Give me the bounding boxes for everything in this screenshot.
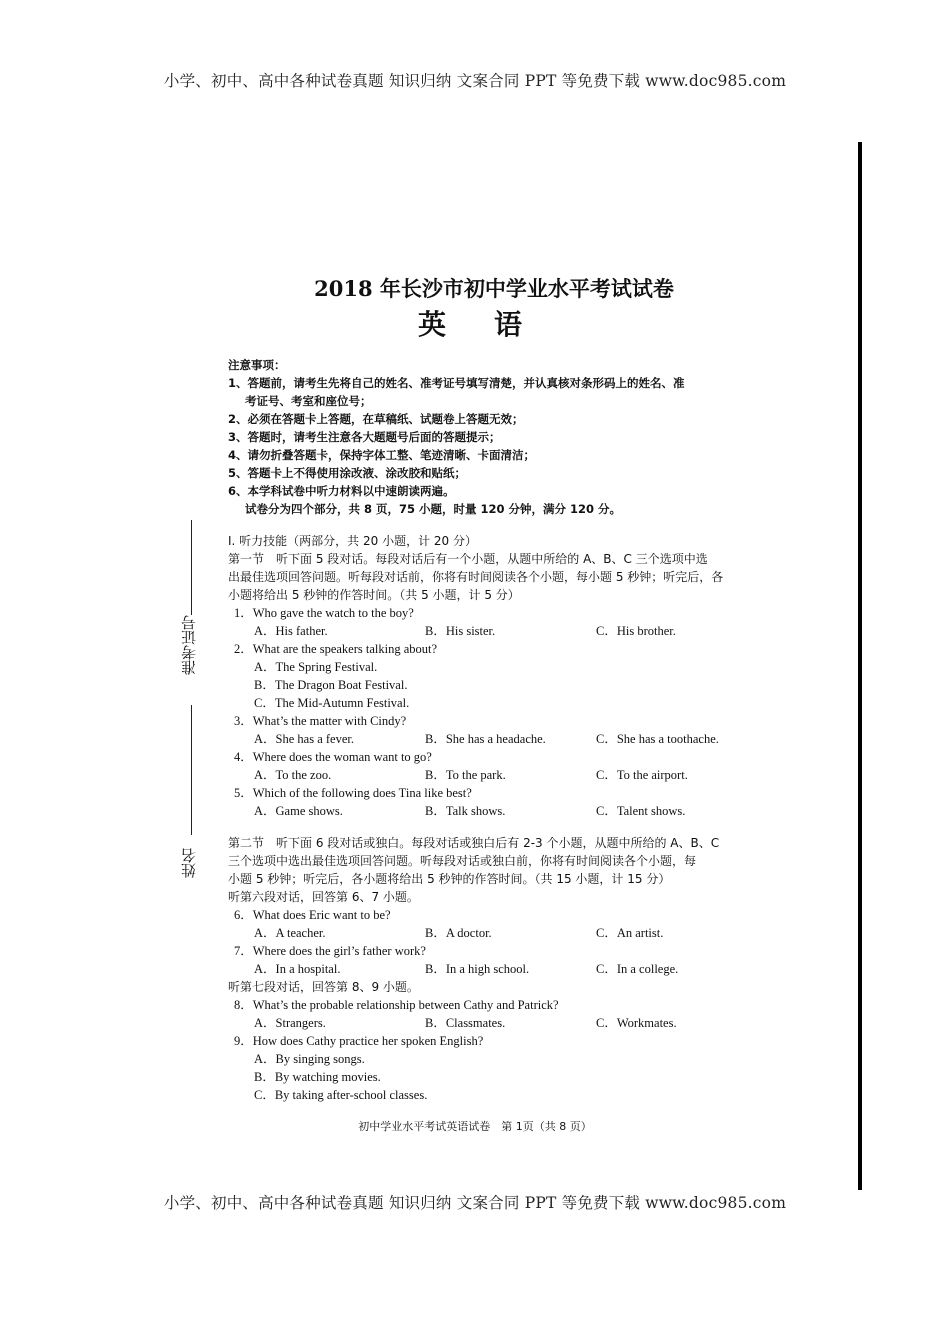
notice-item: 1、答题前，请考生先将自己的姓名、准考证号填写清楚，并认真核对条形码上的姓名、准 (228, 376, 685, 390)
options-row (228, 924, 753, 942)
option-b: B．In a high school. (425, 962, 530, 976)
top-banner: 小学、初中、高中各种试卷真题 知识归纳 文案合同 PPT 等免费下载 www.doc985.com (163, 72, 787, 90)
section2-instructions: 第二节 听下面 6 段对话或独白。每段对话或独白后有 2-3 个小题，从题中所给的 A、B、C (228, 836, 720, 850)
question-6: 6．What does Eric want to be? (234, 908, 391, 922)
subject-title: 英语 (417, 308, 570, 341)
option-c: C．By taking after-school classes. (254, 1088, 428, 1102)
question-8: 8．What’s the probable relationship between Cathy and Patrick? (234, 998, 559, 1012)
option-a: A．The Spring Festival. (254, 660, 378, 674)
bottom-banner: 小学、初中、高中各种试卷真题 知识归纳 文案合同 PPT 等免费下载 www.doc985.com (163, 1194, 787, 1212)
notice-item: 5、答题卡上不得使用涂改液、涂改胶和贴纸； (228, 466, 466, 480)
notice-item: 6、本学科试卷中听力材料以中速朗读两遍。 (228, 484, 455, 498)
options-row (228, 766, 753, 784)
option-c: C．She has a toothache. (596, 732, 719, 746)
options-row (228, 622, 753, 640)
option-a: A．A teacher. (254, 926, 326, 940)
question-1: 1．Who gave the watch to the boy? (234, 606, 414, 620)
option-b: B．His sister. (425, 624, 496, 638)
notice-item: 2、必须在答题卡上答题，在草稿纸、试题卷上答题无效； (228, 412, 524, 426)
section1-instructions: 小题将给出 5 秒钟的作答时间。（共 5 小题，计 5 分） (228, 588, 520, 602)
options-row (228, 1014, 753, 1032)
option-a: A．Strangers. (254, 1016, 326, 1030)
question-5: 5．Which of the following does Tina like best? (234, 786, 472, 800)
option-b: B．She has a headache. (425, 732, 546, 746)
option-c: C．Workmates. (596, 1016, 677, 1030)
option-b: B．Classmates. (425, 1016, 506, 1030)
option-b: B．Talk shows. (425, 804, 506, 818)
question-9: 9．How does Cathy practice her spoken English? (234, 1034, 484, 1048)
section2-instructions: 三个选项中选出最佳选项回答问题。听每段对话或独白前，你将有时间阅读各个小题，每 (228, 854, 697, 868)
exam-content (228, 356, 753, 1104)
question-7: 7．Where does the girl’s father work? (234, 944, 426, 958)
notice-item: 考证号、考室和座位号； (245, 394, 372, 408)
dialog-6-heading: 听第六段对话，回答第 6、7 小题。 (228, 890, 419, 904)
exam-title: 2018 年长沙市初中学业水平考试试卷 (314, 276, 674, 301)
option-a: A．His father. (254, 624, 328, 638)
name-label: 姓名 (180, 848, 198, 878)
section1-instructions: 出最佳选项回答问题。听每段对话前，你将有时间阅读各个小题，每小题 5 秒钟；听完后，各 (228, 570, 724, 584)
options-row (228, 802, 753, 820)
option-a: A．In a hospital. (254, 962, 341, 976)
part1-heading: I. 听力技能（两部分，共 20 小题，计 20 分） (228, 534, 477, 548)
options-row (228, 730, 753, 748)
notice-block (228, 356, 753, 518)
notice-item: 4、请勿折叠答题卡，保持字体工整、笔迹清晰、卡面清洁； (228, 448, 535, 462)
option-b: B．By watching movies. (254, 1070, 381, 1084)
candidate-no-label: 准考证号 (180, 615, 198, 675)
option-c: C．An artist. (596, 926, 664, 940)
option-c: C．In a college. (596, 962, 679, 976)
question-3: 3．What’s the matter with Cindy? (234, 714, 407, 728)
candidate-no-line (191, 520, 192, 615)
dialog-7-heading: 听第七段对话，回答第 8、9 小题。 (228, 980, 419, 994)
option-a: A．To the zoo. (254, 768, 332, 782)
notice-heading: 注意事项： (228, 358, 286, 372)
option-c: C．Talent shows. (596, 804, 686, 818)
option-a: A．She has a fever. (254, 732, 354, 746)
notice-item: 3、答题时，请考生注意各大题题号后面的答题提示； (228, 430, 501, 444)
option-c: C．To the airport. (596, 768, 688, 782)
option-c: C．His brother. (596, 624, 676, 638)
section2-instructions: 小题 5 秒钟；听完后，各小题将给出 5 秒钟的作答时间。（共 15 小题，计 15 分） (228, 872, 671, 886)
option-b: B．A doctor. (425, 926, 492, 940)
question-2: 2．What are the speakers talking about? (234, 642, 438, 656)
option-b: B．To the park. (425, 768, 506, 782)
section1-instructions: 第一节 听下面 5 段对话。每段对话后有一个小题，从题中所给的 A、B、C 三个选项中选 (228, 552, 708, 566)
notice-summary: 试卷分为四个部分，共 8 页，75 小题，时量 120 分钟，满分 120 分。 (245, 502, 622, 516)
name-line (191, 705, 192, 835)
page-footer: 初中学业水平考试英语试卷 第 1页（共 8 页） (358, 1120, 592, 1133)
option-c: C．The Mid-Autumn Festival. (254, 696, 410, 710)
question-4: 4．Where does the woman want to go? (234, 750, 432, 764)
option-b: B．The Dragon Boat Festival. (254, 678, 408, 692)
option-a: A．Game shows. (254, 804, 343, 818)
option-a: A．By singing songs. (254, 1052, 365, 1066)
options-row (228, 960, 753, 978)
